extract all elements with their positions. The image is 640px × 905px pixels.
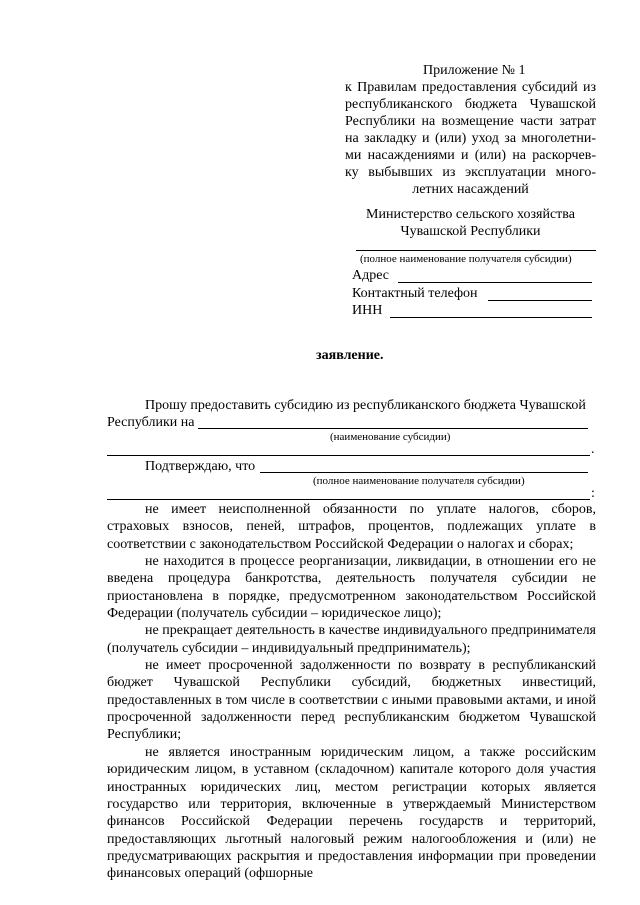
condition-paragraph: не прекращает деятельность в качестве индивидуального предпринимателя (получатель субсидии – индивидуальный предприниматель);	[107, 623, 596, 656]
subsidy-name-line	[198, 428, 588, 429]
appendix-line: Республики на возмещение части затрат	[345, 114, 596, 129]
appendix-line: республиканского бюджета Чувашской	[345, 97, 596, 112]
conditions-text	[107, 501, 596, 883]
appendix-line: ку выбывших из эксплуатации много-	[345, 165, 596, 180]
appendix-title: Приложение № 1	[423, 63, 526, 78]
confirm-colon: :	[591, 486, 595, 501]
appendix-line: ми насаждениями и (или) на раскорчев-	[345, 148, 596, 163]
phone-line	[488, 300, 592, 301]
appendix-line: к Правилам предоставления субсидий из	[345, 80, 596, 95]
condition-paragraph: не находится в процессе реорганизации, ликвидации, в отношении его не введена процедура банкротства, деятельность получателя субсидии не приостановлена в порядке, предусмотренном законодательством Российской Федерации (получатель субсидии – юридическое лицо);	[107, 554, 596, 622]
inn-label: ИНН	[352, 303, 383, 318]
addressee-line-2: Чувашской Республики	[400, 224, 541, 239]
condition-paragraph: не имеет просроченной задолженности по возврату в республиканский бюджет Чувашской Республики субсидий, бюджетных инвестиций, предоставленных в том числе в соответствии с иными правовыми актами, и иной просроченной задолженности перед республиканским бюджетом Чувашской Республики;	[107, 658, 596, 743]
confirm-name-line-2	[107, 499, 590, 500]
recipient-name-caption: (полное наименование получателя субсидии)	[360, 253, 572, 265]
confirm-name-caption: (полное наименование получателя субсидии)	[313, 475, 525, 487]
appendix-text	[345, 79, 596, 198]
condition-paragraph: не имеет неисполненной обязанности по уплате налогов, сборов, страховых взносов, пеней, штрафов, процентов, подлежащих уплате в соответствии с законодательством Российской Федерации о налогах и сборах;	[107, 502, 596, 552]
address-label: Адрес	[352, 268, 390, 283]
appendix-line: на закладку и (или) уход за многолетни-	[345, 131, 596, 146]
addressee-line-1: Министерство сельского хозяйства	[366, 207, 575, 222]
confirm-name-line	[260, 472, 588, 473]
inn-line	[390, 317, 592, 318]
confirm-label: Подтверждаю, что	[145, 459, 256, 474]
request-dot: .	[591, 442, 595, 457]
address-line	[398, 282, 592, 283]
phone-label: Контактный телефон	[352, 286, 478, 301]
request-line-1: Прошу предоставить субсидию из республиканского бюджета Чувашской	[145, 398, 586, 413]
recipient-name-line	[356, 250, 596, 251]
condition-paragraph: не является иностранным юридическим лицом, а также российским юридическим лицом, в уставном (складочном) капитале которого доля участия иностранных юридических лиц, местом регистрации которых является государство или территория, включенные в утверждаемый Министерством финансов Российской Федерации перечень государств и территорий, предоставляющих льготный налоговый режим налогообложения и (или) не предусматривающих раскрытия и предоставления информации при проведении финансовых операций (офшорные	[107, 744, 596, 882]
document-heading: заявление.	[316, 348, 384, 363]
subsidy-name-caption: (наименование субсидии)	[330, 431, 451, 443]
request-line-2: Республики на	[107, 415, 195, 430]
appendix-line: летних насаждений	[412, 182, 529, 197]
subsidy-name-line-2	[107, 455, 590, 456]
